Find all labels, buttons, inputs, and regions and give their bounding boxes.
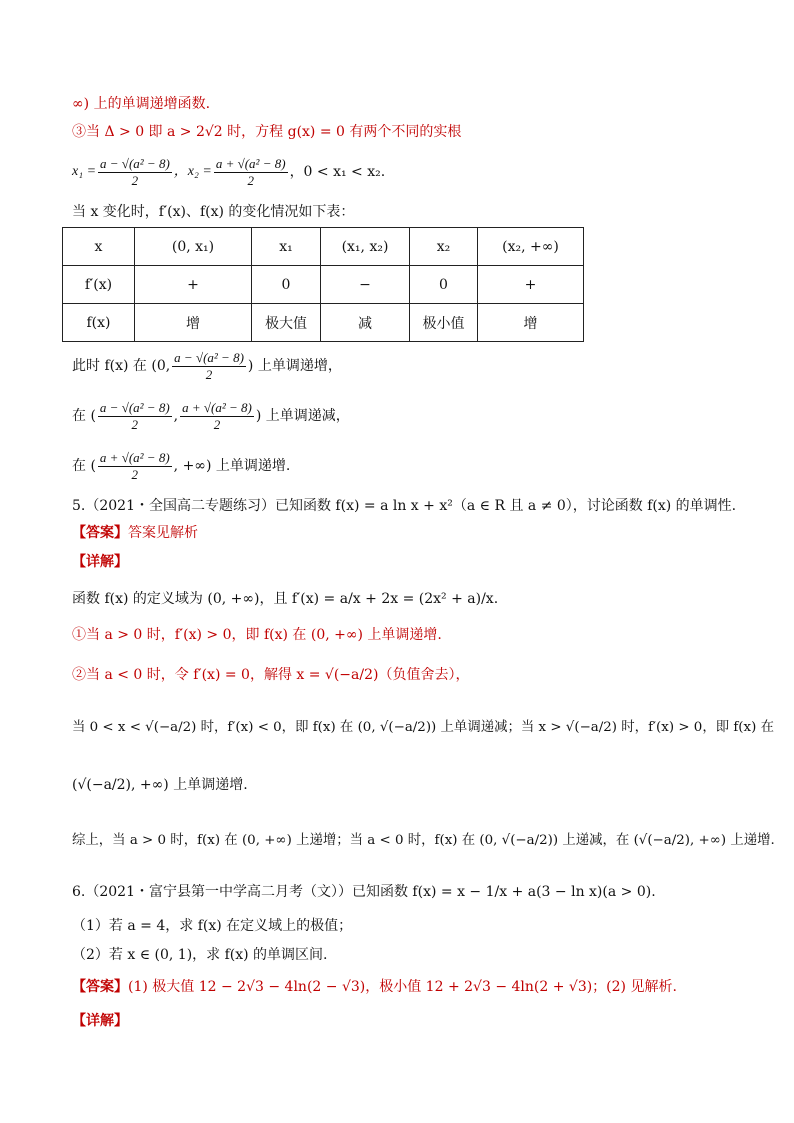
table-cell: f′(x) <box>63 266 135 304</box>
x2-denominator: 2 <box>247 172 254 188</box>
inc1-numerator: a − √(a² − 8) <box>174 349 244 365</box>
table-cell: 减 <box>321 304 410 342</box>
x2-fraction <box>214 156 288 189</box>
roots-order: ，0 < x₁ < x₂. <box>289 164 386 180</box>
answer-tag: 【答案】 <box>72 979 128 995</box>
dec-suffix: ) 上单调递减， <box>255 408 350 424</box>
question-5: 5.（2021・全国高二专题练习）已知函数 f(x) = a ln x + x²（a ∈ R 且 a ≠ 0），讨论函数 f(x) 的单调性. <box>72 498 737 514</box>
monotonic-detail: 当 0 < x < √(−a/2) 时，f′(x) < 0，即 f(x) 在 (0, √(−a/2)) 上单调递减；当 x > √(−a/2) 时，f′(x) > 0，即 f(x) 在 <box>72 720 774 735</box>
increase-line-1 <box>72 346 342 386</box>
table-cell: 0 <box>410 266 478 304</box>
case3-line: ③当 Δ > 0 即 a > 2√2 时，方程 g(x) = 0 有两个不同的实根 <box>72 124 462 140</box>
continuation-line: ∞) 上的单调递增函数. <box>72 96 211 112</box>
dec-prefix: 在 ( <box>72 408 96 424</box>
x1-numerator: a − √(a² − 8) <box>100 155 170 171</box>
table-intro: 当 x 变化时，f′(x)、f(x) 的变化情况如下表： <box>72 204 355 220</box>
x1-label: x₁ = <box>72 164 97 179</box>
inc1-fraction <box>172 350 246 383</box>
x2-label: ，x₂ = <box>173 164 212 179</box>
x1-fraction <box>98 156 172 189</box>
table-cell: x₁ <box>252 228 321 266</box>
x2-numerator: a + √(a² − 8) <box>215 155 286 171</box>
dec-denominator-2: 2 <box>213 416 221 432</box>
increase-line-2 <box>72 446 290 486</box>
table-cell: 极小值 <box>410 304 478 342</box>
answer-text: 答案见解析 <box>128 525 198 541</box>
answer-text: (1) 极大值 12 − 2√3 − 4ln(2 − √3)，极小值 12 + 2√3 − 4ln(2 + √3)；(2) 见解析. <box>128 979 677 995</box>
inc1-denominator: 2 <box>205 366 213 382</box>
summary-line: 综上，当 a > 0 时，f(x) 在 (0, +∞) 上递增；当 a < 0 时，f(x) 在 (0, √(−a/2)) 上递减，在 (√(−a/2), +∞) 上递增. <box>72 833 775 848</box>
monotonic-increase: (√(−a/2), +∞) 上单调递增. <box>72 777 248 793</box>
table-cell: − <box>321 266 410 304</box>
question-6-part2: （2）若 x ∈ (0, 1)，求 f(x) 的单调区间. <box>72 947 328 963</box>
table-cell: + <box>478 266 584 304</box>
answer-6 <box>72 977 677 997</box>
table-cell: f(x) <box>63 304 135 342</box>
inc2-prefix: 在 ( <box>72 458 96 474</box>
dec-fraction-1 <box>98 400 172 433</box>
table-cell: (0, x₁) <box>135 228 252 266</box>
inc2-denominator: 2 <box>131 466 139 482</box>
dec-numerator-1: a − √(a² − 8) <box>99 399 170 415</box>
question-6: 6.（2021・富宁县第一中学高二月考（文））已知函数 f(x) = x − 1/x + a(3 − ln x)(a > 0). <box>72 884 656 900</box>
question-6-part1: （1）若 a = 4，求 f(x) 在定义域上的极值； <box>72 918 353 934</box>
table-cell: 0 <box>252 266 321 304</box>
case-a-negative: ②当 a < 0 时，令 f′(x) = 0，解得 x = √(−a/2)（负值舍去）， <box>72 667 470 683</box>
dec-fraction-2 <box>180 400 254 433</box>
table-row-x <box>63 228 584 266</box>
table-cell: 增 <box>478 304 584 342</box>
answer-5 <box>72 523 198 543</box>
answer-tag: 【答案】 <box>72 525 128 541</box>
case-a-positive: ①当 a > 0 时，f′(x) > 0，即 f(x) 在 (0, +∞) 上单调递增. <box>72 627 442 643</box>
table-row-deriv <box>63 266 584 304</box>
table-cell: x₂ <box>410 228 478 266</box>
roots-line <box>72 152 385 192</box>
inc1-suffix: ) 上单调递增， <box>247 358 342 374</box>
table-cell: + <box>135 266 252 304</box>
decrease-line: 在 ( $\frac{\text{a − √(a² − 8)}}{2}$ , $\frac{\text{a + √(a² − 8)}}{2}$ ) 上单调递减， <box>72 399 350 432</box>
detail-tag: 【详解】 <box>72 554 128 570</box>
domain-line: 函数 f(x) 的定义域为 (0, +∞)，且 f′(x) = a/x + 2x = (2x² + a)/x. <box>72 591 499 607</box>
table-cell: 极大值 <box>252 304 321 342</box>
inc2-fraction <box>98 450 172 483</box>
table-row-func <box>63 304 584 342</box>
table-cell: (x₂, +∞) <box>478 228 584 266</box>
table-cell: 增 <box>135 304 252 342</box>
inc2-numerator: a + √(a² − 8) <box>99 449 170 465</box>
dec-denominator-1: 2 <box>131 416 139 432</box>
x1-denominator: 2 <box>131 172 139 188</box>
inc2-suffix: , +∞) 上单调递增. <box>173 458 291 474</box>
detail-tag: 【详解】 <box>72 1013 128 1029</box>
inc1-prefix: 此时 f(x) 在 (0, <box>72 358 171 374</box>
variation-table <box>62 227 584 342</box>
dec-numerator-2: a + √(a² − 8) <box>182 399 252 415</box>
table-cell: (x₁, x₂) <box>321 228 410 266</box>
table-cell: x <box>63 228 135 266</box>
